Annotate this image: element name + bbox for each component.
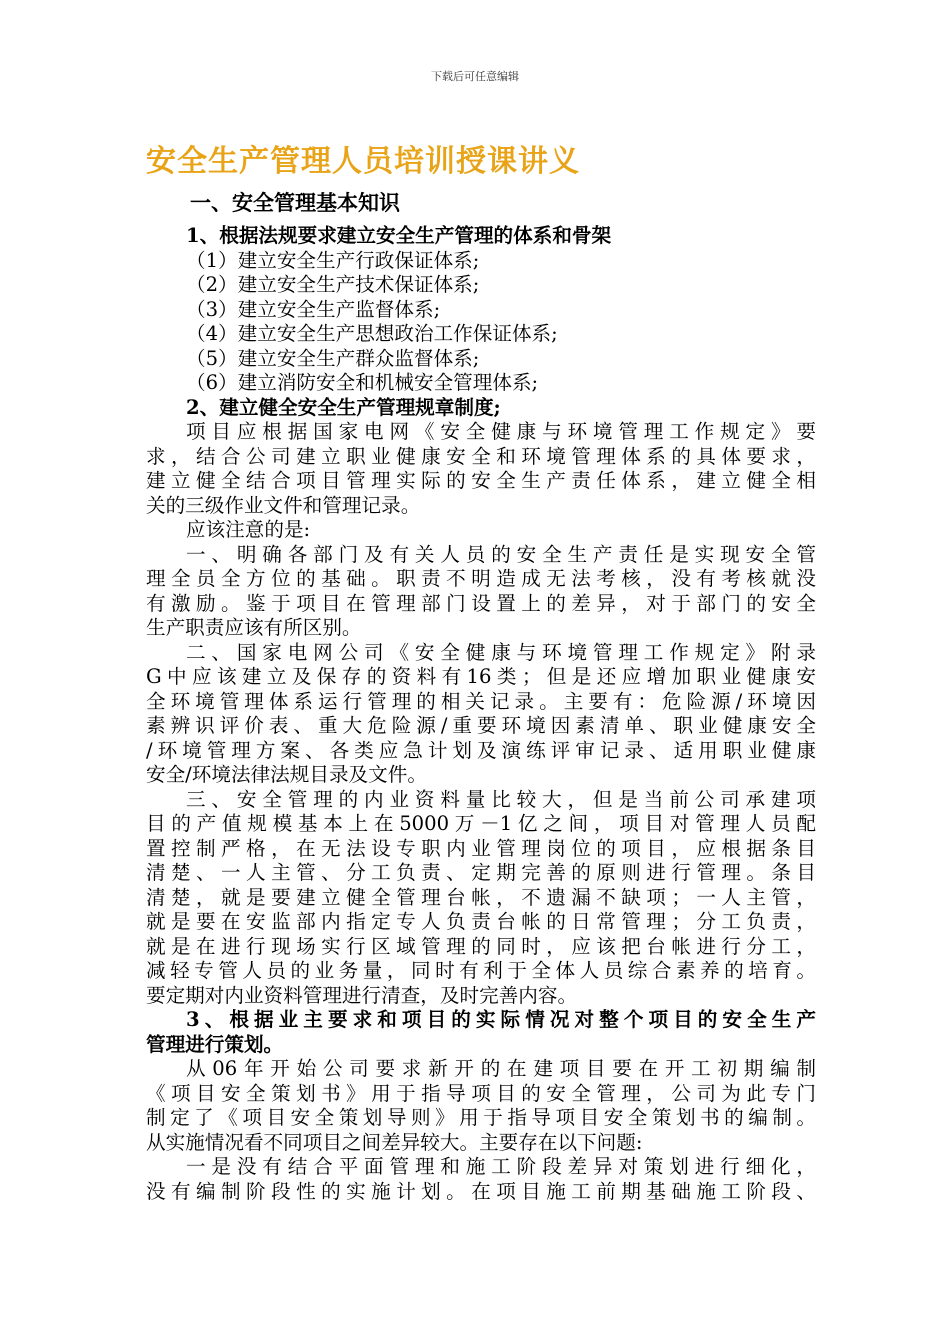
paragraph-line: 就是要在安监部内指定专人负责台帐的日常管理；分工负责， — [146, 910, 816, 933]
paragraph-line: 素辨识评价表、重大危险源/重要环境因素清单、职业健康安全 — [146, 714, 816, 737]
paragraph-line: 《项目安全策划书》用于指导项目的安全管理，公司为此专门 — [146, 1081, 816, 1105]
paragraph-line: 安全/环境法律法规目录及文件。 — [146, 763, 427, 786]
paragraph-line: 全环境管理体系运行管理的相关记录。主要有：危险源/环境因 — [146, 689, 816, 713]
paragraph-line: 关的三级作业文件和管理记录。 — [146, 493, 421, 517]
paragraph-line: 三、安全管理的内业资料量比较大，但是当前公司承建项 — [186, 787, 816, 811]
paragraph-line: 一、明确各部门及有关人员的安全生产责任是实现安全管 — [186, 542, 816, 566]
list-item: （4）建立安全生产思想政治工作保证体系; — [186, 322, 558, 345]
list-item: （1）建立安全生产行政保证体系; — [186, 248, 480, 272]
paragraph-line: 没有编制阶段性的实施计划。在项目施工前期基础施工阶段、 — [146, 1179, 816, 1203]
document-title: 安全生产管理人员培训授课讲义 — [146, 144, 580, 179]
paragraph-line: /环境管理方案、各类应急计划及演练评审记录、适用职业健康 — [146, 738, 816, 762]
paragraph-line: 一是没有结合平面管理和施工阶段差异对策划进行细化， — [186, 1155, 816, 1178]
subheading: 管理进行策划。 — [146, 1032, 284, 1056]
paragraph-line: 有激励。鉴于项目在管理部门设置上的差异，对于部门的安全 — [146, 591, 816, 615]
list-item: （2）建立安全生产技术保证体系; — [186, 273, 480, 296]
paragraph-line: 建立健全结合项目管理实际的安全生产责任体系，建立健全相 — [146, 469, 816, 492]
section-heading: 一、安全管理基本知识 — [190, 190, 400, 215]
header-note: 下载后可任意编辑 — [431, 70, 519, 83]
subheading: 1、根据法规要求建立安全生产管理的体系和骨架 — [186, 224, 612, 247]
paragraph-line: 从实施情况看不同项目之间差异较大。主要存在以下问题: — [146, 1130, 643, 1154]
document-body — [146, 224, 816, 1204]
paragraph-line: 二、国家电网公司《安全健康与环境管理工作规定》附录 — [186, 640, 816, 664]
list-item: （3）建立安全生产监督体系; — [186, 297, 441, 321]
subheading: 3、根据业主要求和项目的实际情况对整个项目的安全生产 — [186, 1008, 816, 1031]
paragraph-line: 制定了《项目安全策划导则》用于指导项目安全策划书的编制。 — [146, 1106, 816, 1129]
paragraph-line: 要定期对内业资料管理进行清查，及时完善内容。 — [146, 983, 578, 1007]
list-item: （5）建立安全生产群众监督体系; — [186, 346, 480, 370]
paragraph-line: 清楚、一人主管、分工负责、定期完善的原则进行管理。条目 — [146, 861, 816, 884]
paragraph-line: 从06年开始公司要求新开的在建项目要在开工初期编制 — [186, 1057, 816, 1080]
paragraph-line: 就是在进行现场实行区域管理的同时，应该把台帐进行分工， — [146, 934, 816, 958]
paragraph-line: 理全员全方位的基础。职责不明造成无法考核，没有考核就没 — [146, 567, 816, 590]
paragraph-line: 应该注意的是: — [186, 518, 311, 541]
paragraph-line: 生产职责应该有所区别。 — [146, 616, 362, 639]
paragraph-line: 置控制严格，在无法设专职内业管理岗位的项目，应根据条目 — [146, 836, 816, 860]
paragraph-line: 目的产值规模基本上在5000万－1亿之间，项目对管理人员配 — [146, 812, 816, 835]
paragraph-line: 减轻专管人员的业务量，同时有利于全体人员综合素养的培育。 — [146, 959, 816, 982]
list-item: （6）建立消防安全和机械安全管理体系; — [186, 371, 539, 394]
paragraph-line: G中应该建立及保存的资料有16类；但是还应增加职业健康安 — [146, 665, 816, 688]
paragraph-line: 项目应根据国家电网《安全健康与环境管理工作规定》要 — [186, 420, 816, 443]
subheading: 2、建立健全安全生产管理规章制度; — [186, 395, 501, 419]
paragraph-line: 清楚，就是要建立健全管理台帐，不遗漏不缺项；一人主管， — [146, 885, 816, 909]
paragraph-line: 求，结合公司建立职业健康安全和环境管理体系的具体要求， — [146, 444, 816, 468]
